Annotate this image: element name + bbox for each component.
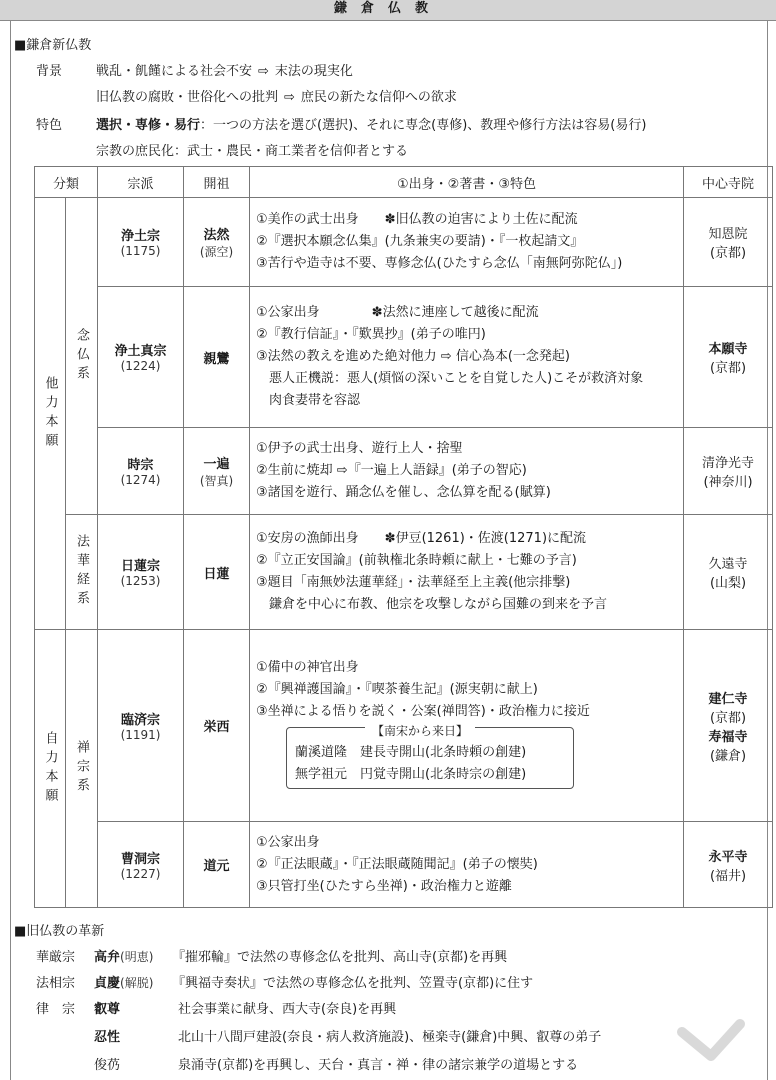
section-title-old: ■旧仏教の革新 (14, 924, 105, 939)
details-cell: ①安房の漁師出身 ✽伊豆(1261)・佐渡(1271)に配流 ②『立正安国論』(前執権北条時頼に献上・七難の予言) ③題目「南無妙法蓮華経」・法華経至上主義(他宗排撃) 鎌倉を中心に布教、他宗を攻撃しながら国難の到来を予言 (250, 515, 684, 630)
reform-row: 忍性 北山十八間戸建設(奈良・病人救済施設)、極楽寺(鎌倉)中興、叡尊の弟子 (94, 1030, 602, 1045)
temple-cell: 久遠寺 (山梨) (684, 515, 773, 630)
sect-cell: 浄土真宗 (1224) (98, 287, 184, 428)
page-header (0, 0, 776, 21)
header-temple: 中心寺院 (684, 167, 773, 198)
temple-cell: 本願寺 (京都) (684, 287, 773, 428)
features-1-rest: ：一つの方法を選び(選択)、それに専念(専修)、教理や修行方法は容易(易行) (200, 118, 647, 133)
founder-cell: 親鸞 (184, 287, 250, 428)
group-jiriki: 自力本願 (35, 630, 66, 908)
background-line-1 (96, 60, 353, 79)
sect-cell: 日蓮宗 (1253) (98, 515, 184, 630)
sect-cell: 浄土宗 (1175) (98, 198, 184, 287)
sect-table (34, 166, 773, 908)
group-tariki: 他力本願 (35, 198, 66, 630)
features-1-bold: 選択・専修・易行 (96, 118, 201, 133)
header-sect: 宗派 (98, 167, 184, 198)
details-cell: ①公家出身 ②『正法眼蔵』・『正法眼蔵随聞記』(弟子の懐奘) ③只管打坐(ひたすら坐禅)・政治権力と遊離 (250, 822, 684, 908)
header-classification: 分類 (35, 167, 98, 198)
subgroup-nembutsu: 念仏系 (66, 198, 98, 515)
reform-row: 法相宗 貞慶(解脱) 『興福寺奏状』で法然の専修念仏を批判、笠置寺(京都)に住す (36, 976, 534, 991)
details-cell: ①公家出身 ✽法然に連座して越後に配流 ②『教行信証』・『歎異抄』(弟子の唯円) ③法然の教えを進めた絶対他力 ⇨ 信心為本(一念発起) 悪人正機説：悪人(煩悩の深いことを自覚した人)こそが救済対象 肉食妻帯を容認 (250, 287, 684, 428)
sect-cell: 曹洞宗 (1227) (98, 822, 184, 908)
details-cell: ①美作の武士出身 ✽旧仏教の迫害により土佐に配流 ②『選択本願念仏集』(九条兼実の要請)・『一枚起請文』 ③苦行や造寺は不要、専修念仏(ひたすら念仏「南無阿弥陀仏」) (250, 198, 684, 287)
background-1a: 戦乱・飢饉による社会不安 (96, 64, 253, 79)
header-founder: 開祖 (184, 167, 250, 198)
nanso-box-title: 【南宋から来日】 (365, 720, 475, 742)
table-row (35, 287, 773, 428)
table-row (35, 822, 773, 908)
box-line: 無学祖元 円覚寺開山(北条時宗の創建) (295, 766, 527, 782)
temple-cell: 清浄光寺 (神奈川) (684, 428, 773, 515)
table-row (35, 198, 773, 287)
arrow-icon: ⇨ (258, 64, 269, 79)
founder-cell: 日蓮 (184, 515, 250, 630)
subgroup-zen: 禅宗系 (66, 630, 98, 908)
reform-row: 俊芿 泉涌寺(京都)を再興し、天台・真言・禅・律の諸宗兼学の道場とする (94, 1058, 579, 1073)
table-header-row (35, 167, 773, 198)
sect-cell: 時宗 (1274) (98, 428, 184, 515)
arrow-icon: ⇨ (284, 90, 295, 105)
section-title-new: ■鎌倉新仏教 (14, 38, 92, 53)
details-cell: ①備中の神官出身 ②『興禅護国論』・『喫茶養生記』(源実朝に献上) ③坐禅による悟りを説く・公案(禅問答)・政治権力に接近 【南宋から来日】 蘭溪道隆 建長寺開山(北条時頼の創建) 無学祖元 円覚寺開山(北条時宗の創建) (250, 630, 684, 822)
table-row (35, 630, 773, 822)
features-line-2: 宗教の庶民化：武士・農民・商工業者を信仰者とする (96, 144, 409, 159)
founder-cell: 栄西 (184, 630, 250, 822)
background-1b: 末法の現実化 (274, 64, 353, 79)
checkmark-icon[interactable] (676, 1018, 746, 1062)
temple-cell: 建仁寺 (京都) 寿福寺 (鎌倉) (684, 630, 773, 822)
subgroup-hokke: 法華経系 (66, 515, 98, 630)
background-line-2 (96, 86, 457, 105)
details-cell: ①伊予の武士出身、遊行上人・捨聖 ②生前に焼却 ⇨『一遍上人語録』(弟子の智応) ③諸国を遊行、踊念仏を催し、念仏算を配る(賦算) (250, 428, 684, 515)
nanso-box (286, 723, 574, 789)
background-label: 背景 (36, 64, 63, 79)
reform-row: 律 宗 叡尊 社会事業に献身、西大寺(奈良)を再興 (36, 1002, 397, 1017)
header-details: ①出身・②著書・③特色 (250, 167, 684, 198)
founder-cell: 一遍 (智真) (184, 428, 250, 515)
table-row (35, 428, 773, 515)
founder-cell: 法然 (源空) (184, 198, 250, 287)
features-line-1 (96, 114, 646, 133)
reform-row: 華厳宗 高弁(明恵) 『摧邪輪』で法然の専修念仏を批判、高山寺(京都)を再興 (36, 950, 508, 965)
features-label: 特色 (36, 118, 63, 133)
temple-cell: 永平寺 (福井) (684, 822, 773, 908)
founder-cell: 道元 (184, 822, 250, 908)
background-2a: 旧仏教の腐敗・世俗化への批判 (96, 90, 279, 105)
temple-cell: 知恩院 (京都) (684, 198, 773, 287)
table-row (35, 515, 773, 630)
background-2b: 庶民の新たな信仰への欲求 (300, 90, 457, 105)
box-line: 蘭溪道隆 建長寺開山(北条時頼の創建) (295, 744, 527, 760)
sect-cell: 臨済宗 (1191) (98, 630, 184, 822)
header-title: 鎌倉仏教 (333, 1, 442, 16)
